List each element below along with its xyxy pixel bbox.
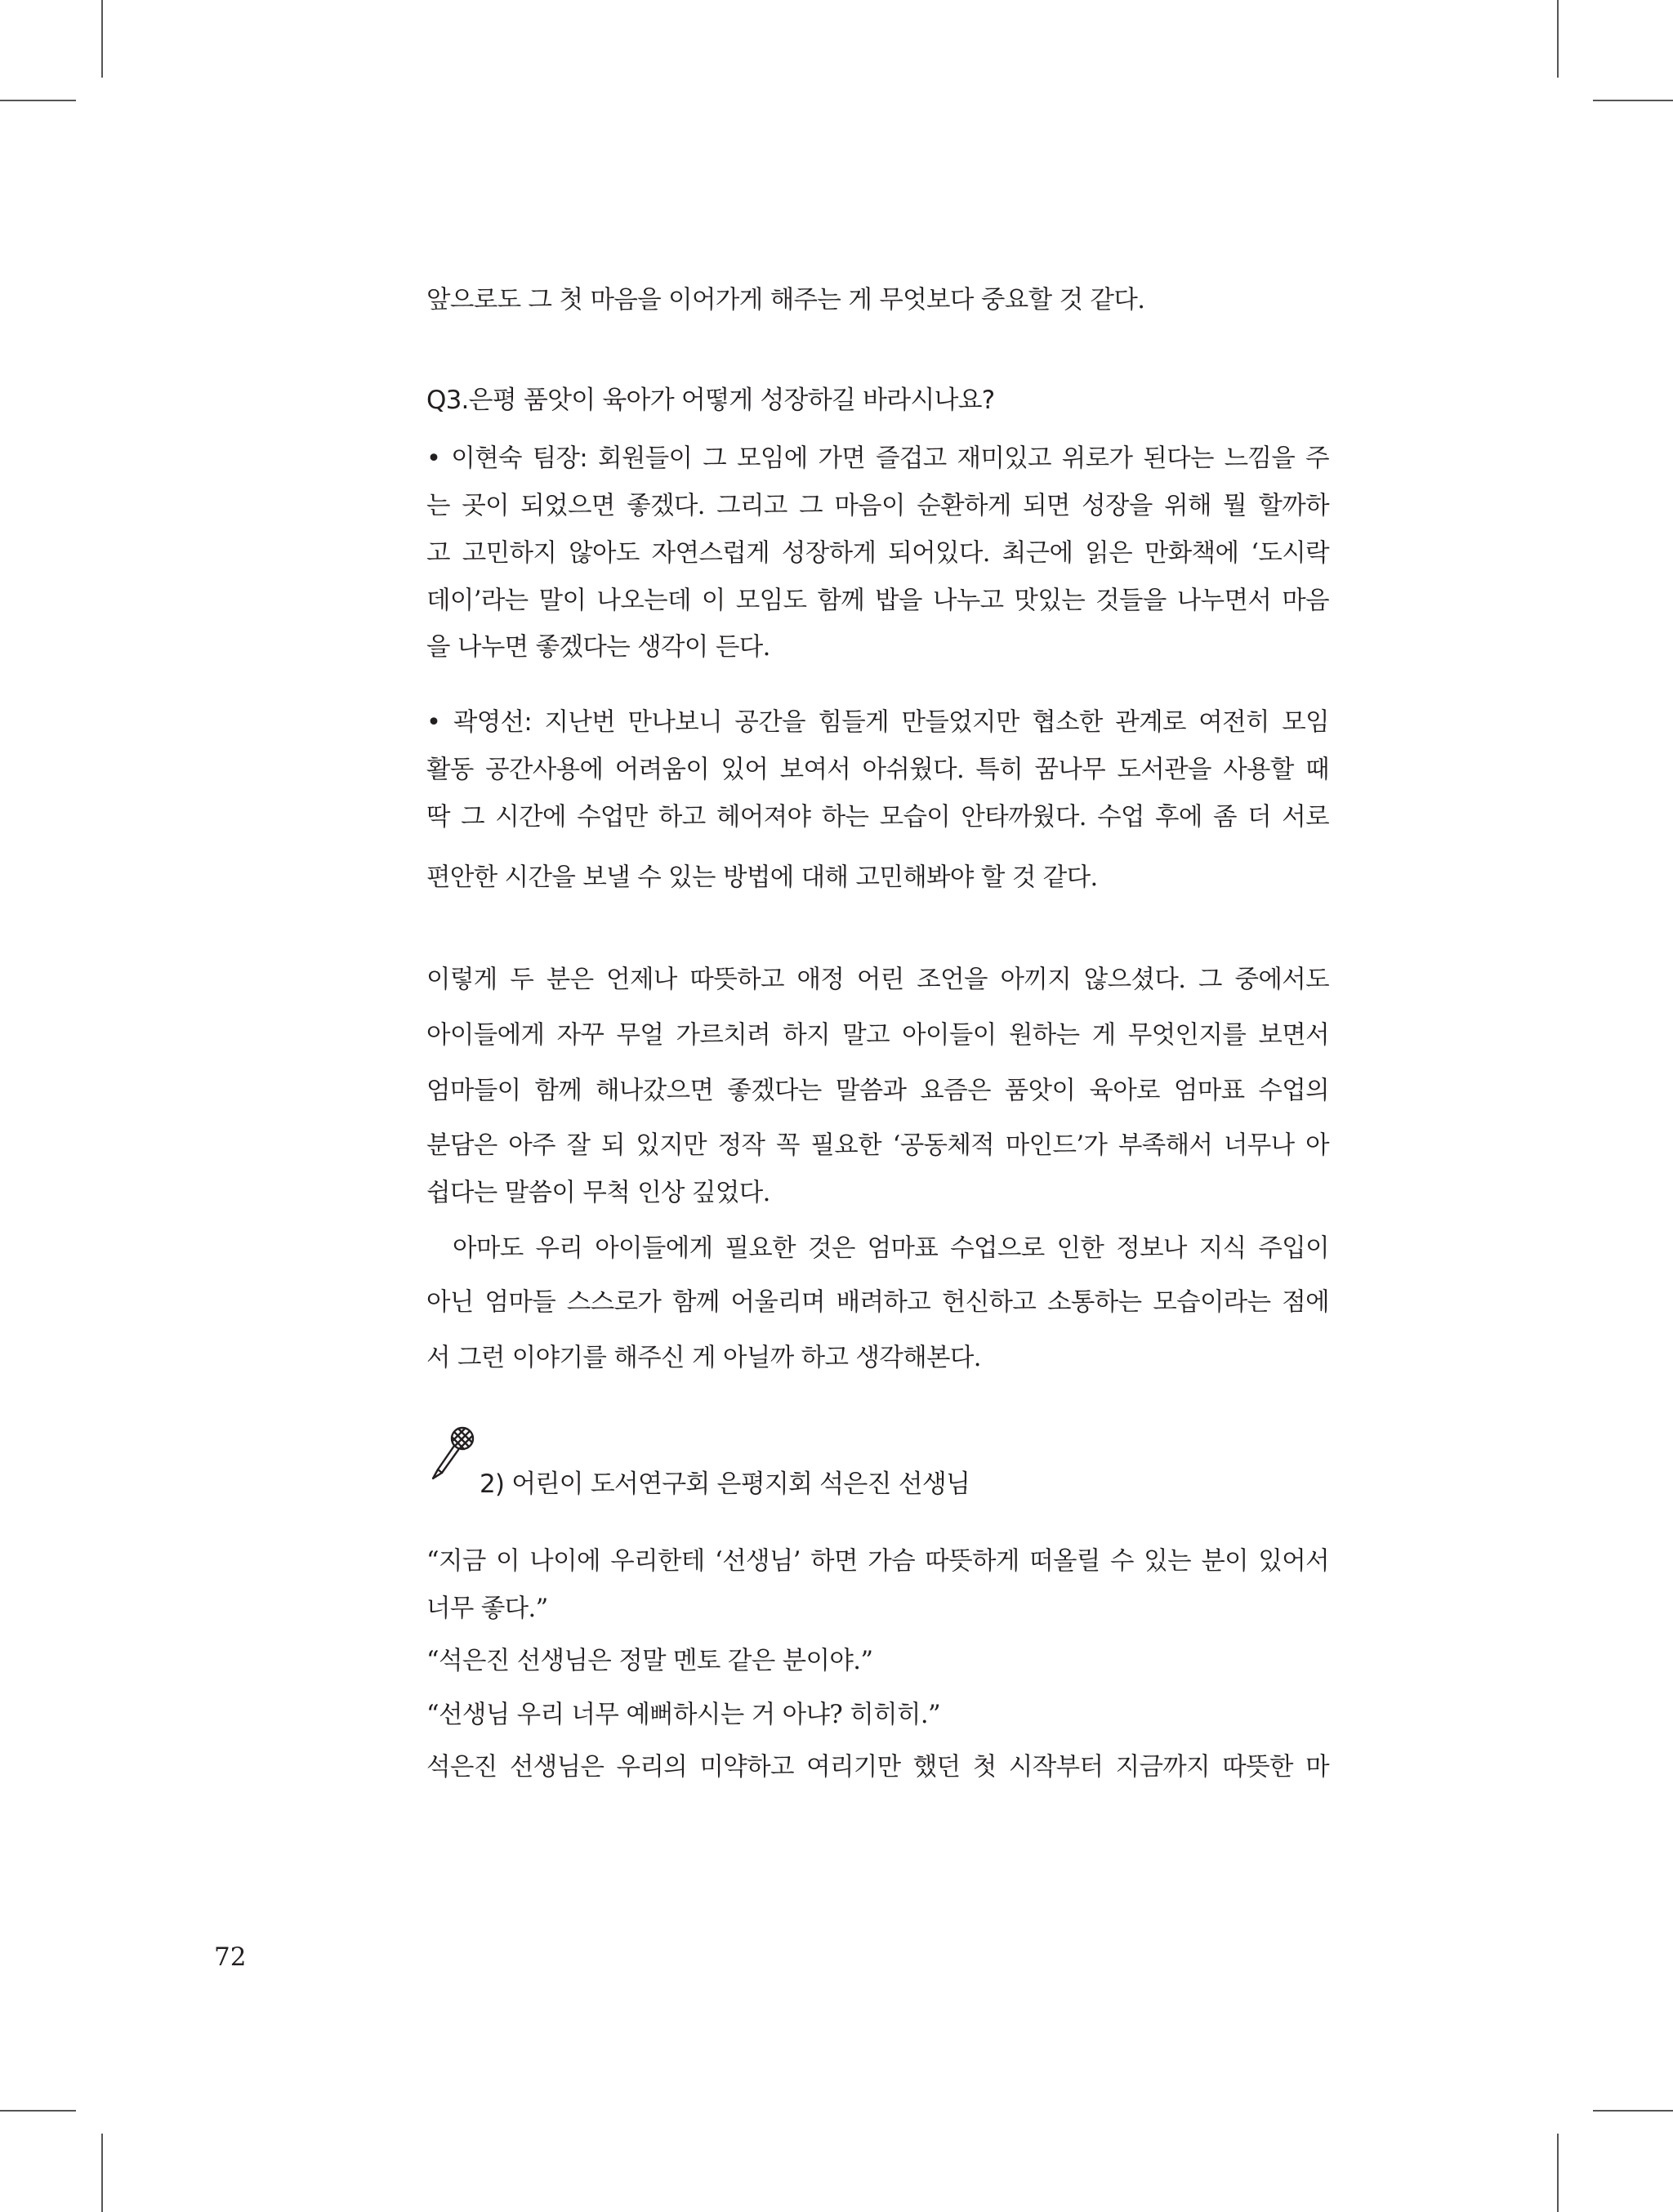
answer2-line-4: 편안한 시간을 보낼 수 있는 방법에 대해 고민해봐야 할 것 같다. [426, 863, 1098, 892]
crop-mark-top-right-vertical [1557, 0, 1559, 78]
crop-mark-bottom-right-vertical [1557, 2134, 1559, 2212]
speaker-name: 이현숙 팀장: [451, 444, 588, 473]
bullet: • [426, 708, 441, 737]
section-heading: 2) 어린이 도서연구회 은평지회 석은진 선생님 [480, 1469, 970, 1499]
crop-mark-bottom-right-horizontal [1593, 2110, 1673, 2112]
intro-paragraph: 앞으로도 그 첫 마음을 이어가게 해주는 게 무엇보다 중요할 것 같다. [426, 286, 1145, 314]
crop-mark-top-left-vertical [101, 0, 103, 78]
answer1-line-4: 데이’라는 말이 나오는데 이 모임도 함께 밥을 나누고 맛있는 것들을 나누면서 마음 [426, 586, 1329, 615]
answer1-line-2: 는 곳이 되었으면 좋겠다. 그리고 그 마음이 순환하게 되면 성장을 위해 뭘 할까하 [426, 492, 1329, 520]
speaker-name: 곽영선: [453, 708, 533, 737]
summary-line-7: 아닌 엄마들 스스로가 함께 어울리며 배려하고 헌신하고 소통하는 모습이라는 점에 [426, 1288, 1329, 1317]
answer2-line-3: 딱 그 시간에 수업만 하고 헤어져야 하는 모습이 안타까웠다. 수업 후에 좀 더 서로 [426, 803, 1329, 832]
quote-line-1: “지금 이 나이에 우리한테 ‘선생님’ 하면 가슴 따뜻하게 떠올릴 수 있는 분이 있어서 [426, 1547, 1329, 1576]
quote-line-2: 너무 좋다.” [426, 1594, 548, 1623]
answer2-text: 지난번 만나보니 공간을 힘들게 만들었지만 협소한 관계로 여전히 모임 [532, 708, 1329, 737]
answer1-text: 회원들이 그 모임에 가면 즐겁고 재미있고 위로가 된다는 느낌을 주 [587, 444, 1329, 473]
summary-line-4: 분담은 아주 잘 되 있지만 정작 꼭 필요한 ‘공동체적 마인드’가 부족해서 너무나 아 [426, 1131, 1329, 1160]
microphone-icon [426, 1425, 477, 1483]
summary-line-5: 쉽다는 말씀이 무척 인상 깊었다. [426, 1179, 770, 1207]
answer2-line-2: 활동 공간사용에 어려움이 있어 보여서 아쉬웠다. 특히 꿈나무 도서관을 사용할 때 [426, 756, 1329, 784]
crop-mark-top-right-horizontal [1593, 100, 1673, 101]
summary-line-1: 이렇게 두 분은 언제나 따뜻하고 애정 어린 조언을 아끼지 않으셨다. 그 중에서도 [426, 966, 1329, 994]
page-number: 72 [214, 1942, 247, 1972]
crop-mark-bottom-left-horizontal [0, 2110, 76, 2112]
summary-line-3: 엄마들이 함께 해나갔으면 좋겠다는 말씀과 요즘은 품앗이 육아로 엄마표 수업의 [426, 1077, 1329, 1105]
answer1-line-1 [426, 443, 1329, 475]
bullet: • [426, 444, 441, 473]
question-heading: Q3.은평 품앗이 육아가 어떻게 성장하길 바라시나요? [426, 386, 995, 415]
quote-line-5: 석은진 선생님은 우리의 미약하고 여리기만 했던 첫 시작부터 지금까지 따뜻한 마 [426, 1753, 1329, 1782]
crop-mark-bottom-left-vertical [101, 2134, 103, 2212]
summary-line-6: 아마도 우리 아이들에게 필요한 것은 엄마표 수업으로 인한 정보나 지식 주입이 [453, 1234, 1329, 1263]
crop-mark-top-left-horizontal [0, 100, 76, 101]
answer1-line-5: 을 나누면 좋겠다는 생각이 든다. [426, 633, 770, 662]
quote-line-4: “선생님 우리 너무 예뻐하시는 거 아냐? 히히히.” [426, 1701, 940, 1729]
answer2-line-1 [426, 707, 1329, 739]
summary-line-2: 아이들에게 자꾸 무얼 가르치려 하지 말고 아이들이 원하는 게 무엇인지를 보면서 [426, 1021, 1329, 1050]
quote-line-3: “석은진 선생님은 정말 멘토 같은 분이야.” [426, 1647, 873, 1675]
summary-line-8: 서 그런 이야기를 해주신 게 아닐까 하고 생각해본다. [426, 1344, 981, 1372]
answer1-line-3: 고 고민하지 않아도 자연스럽게 성장하게 되어있다. 최근에 읽은 만화책에 ‘도시락 [426, 539, 1329, 568]
